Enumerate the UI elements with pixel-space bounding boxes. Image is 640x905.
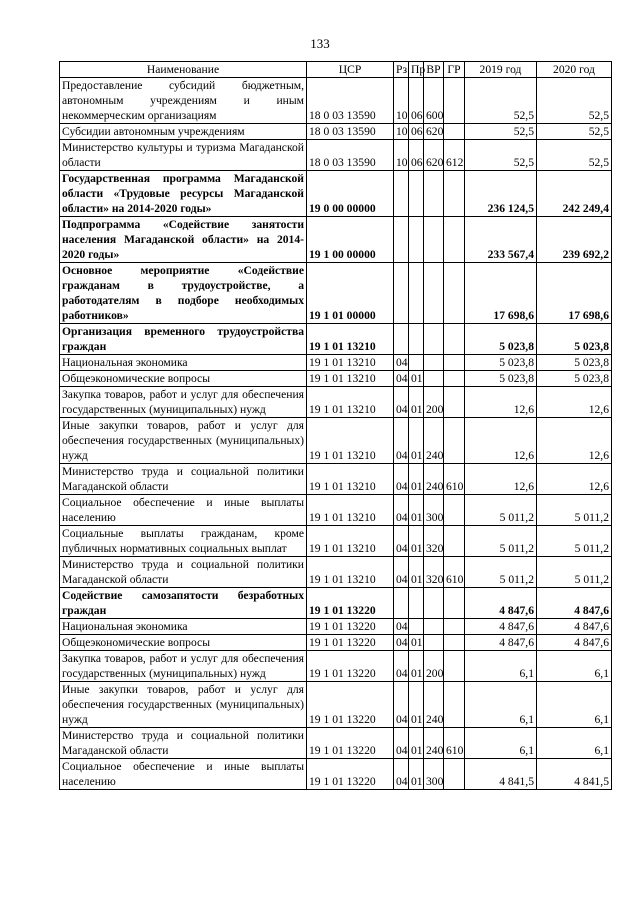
cell-y2019: 233 567,4 bbox=[465, 217, 537, 263]
cell-csr: 19 1 01 13220 bbox=[307, 635, 394, 651]
cell-y2019: 12,6 bbox=[465, 418, 537, 464]
cell-csr: 19 1 01 13210 bbox=[307, 495, 394, 526]
cell-gr bbox=[444, 651, 465, 682]
cell-gr bbox=[444, 355, 465, 371]
cell-y2020: 6,1 bbox=[537, 682, 612, 728]
cell-name: Национальная экономика bbox=[60, 619, 307, 635]
cell-gr bbox=[444, 418, 465, 464]
cell-csr: 19 1 01 13210 bbox=[307, 371, 394, 387]
cell-gr bbox=[444, 217, 465, 263]
cell-vr bbox=[424, 171, 444, 217]
cell-vr bbox=[424, 217, 444, 263]
cell-vr: 240 bbox=[424, 464, 444, 495]
table-row bbox=[60, 140, 612, 171]
cell-name: Иные закупки товаров, работ и услуг для обеспечения государственных (муниципальных) нужд bbox=[60, 418, 307, 464]
cell-y2020: 6,1 bbox=[537, 728, 612, 759]
cell-vr: 200 bbox=[424, 387, 444, 418]
cell-y2019: 12,6 bbox=[465, 387, 537, 418]
cell-gr: 610 bbox=[444, 464, 465, 495]
table-row bbox=[60, 418, 612, 464]
cell-csr: 19 1 01 13210 bbox=[307, 387, 394, 418]
cell-csr: 19 1 01 13210 bbox=[307, 355, 394, 371]
cell-name: Социальное обеспечение и иные выплаты населению bbox=[60, 759, 307, 790]
table-body bbox=[60, 78, 612, 790]
header-2020: 2020 год bbox=[537, 62, 612, 78]
cell-vr: 320 bbox=[424, 526, 444, 557]
cell-y2020: 239 692,2 bbox=[537, 217, 612, 263]
table-row bbox=[60, 217, 612, 263]
table-row bbox=[60, 651, 612, 682]
cell-vr: 320 bbox=[424, 557, 444, 588]
table-header-row bbox=[60, 62, 612, 78]
cell-csr: 19 1 01 13210 bbox=[307, 324, 394, 355]
cell-rz: 04 bbox=[394, 355, 409, 371]
cell-pr: 01 bbox=[409, 759, 424, 790]
budget-table bbox=[59, 61, 612, 790]
cell-name: Национальная экономика bbox=[60, 355, 307, 371]
header-csr: ЦСР bbox=[307, 62, 394, 78]
cell-y2019: 5 023,8 bbox=[465, 324, 537, 355]
cell-csr: 19 1 01 13220 bbox=[307, 588, 394, 619]
cell-pr bbox=[409, 619, 424, 635]
cell-name: Социальные выплаты гражданам, кроме публичных нормативных социальных выплат bbox=[60, 526, 307, 557]
cell-csr: 18 0 03 13590 bbox=[307, 124, 394, 140]
cell-y2019: 6,1 bbox=[465, 728, 537, 759]
cell-gr bbox=[444, 371, 465, 387]
cell-pr: 01 bbox=[409, 728, 424, 759]
cell-y2020: 52,5 bbox=[537, 78, 612, 124]
cell-rz bbox=[394, 263, 409, 324]
cell-y2020: 5 023,8 bbox=[537, 355, 612, 371]
cell-y2020: 4 841,5 bbox=[537, 759, 612, 790]
cell-rz: 04 bbox=[394, 619, 409, 635]
cell-csr: 19 1 01 00000 bbox=[307, 263, 394, 324]
table-row bbox=[60, 635, 612, 651]
cell-rz bbox=[394, 171, 409, 217]
cell-csr: 19 1 01 13220 bbox=[307, 651, 394, 682]
cell-name: Закупка товаров, работ и услуг для обеспечения государственных (муниципальных) нужд bbox=[60, 387, 307, 418]
cell-csr: 19 1 01 13210 bbox=[307, 526, 394, 557]
cell-pr: 01 bbox=[409, 682, 424, 728]
cell-y2020: 242 249,4 bbox=[537, 171, 612, 217]
header-2019: 2019 год bbox=[465, 62, 537, 78]
cell-vr: 300 bbox=[424, 495, 444, 526]
cell-pr bbox=[409, 263, 424, 324]
cell-y2020: 4 847,6 bbox=[537, 588, 612, 619]
cell-y2019: 4 847,6 bbox=[465, 619, 537, 635]
cell-y2019: 4 847,6 bbox=[465, 588, 537, 619]
cell-y2019: 52,5 bbox=[465, 140, 537, 171]
cell-rz: 04 bbox=[394, 759, 409, 790]
cell-name: Общеэкономические вопросы bbox=[60, 635, 307, 651]
cell-csr: 19 1 01 13220 bbox=[307, 682, 394, 728]
cell-vr bbox=[424, 263, 444, 324]
cell-name: Основное мероприятие «Содействие гражданам в трудоустройстве, а работодателям в подборе необходимых работников» bbox=[60, 263, 307, 324]
table-row bbox=[60, 355, 612, 371]
cell-vr: 620 bbox=[424, 140, 444, 171]
cell-pr bbox=[409, 217, 424, 263]
cell-csr: 19 1 01 13220 bbox=[307, 759, 394, 790]
cell-vr bbox=[424, 635, 444, 651]
cell-pr: 06 bbox=[409, 78, 424, 124]
cell-pr bbox=[409, 588, 424, 619]
cell-gr bbox=[444, 495, 465, 526]
cell-name: Содействие самозапятости безработных граждан bbox=[60, 588, 307, 619]
table-row bbox=[60, 171, 612, 217]
cell-rz: 04 bbox=[394, 371, 409, 387]
table-row bbox=[60, 619, 612, 635]
cell-name: Государственная программа Магаданской области «Трудовые ресурсы Магаданской области» на 2014-2020 годы» bbox=[60, 171, 307, 217]
cell-y2019: 5 011,2 bbox=[465, 495, 537, 526]
cell-y2019: 4 847,6 bbox=[465, 635, 537, 651]
table-row bbox=[60, 526, 612, 557]
table-row bbox=[60, 557, 612, 588]
table-row bbox=[60, 682, 612, 728]
cell-y2020: 12,6 bbox=[537, 387, 612, 418]
cell-name: Закупка товаров, работ и услуг для обеспечения государственных (муниципальных) нужд bbox=[60, 651, 307, 682]
header-vr: ВР bbox=[424, 62, 444, 78]
cell-vr: 240 bbox=[424, 418, 444, 464]
cell-y2019: 5 023,8 bbox=[465, 355, 537, 371]
table-row bbox=[60, 759, 612, 790]
cell-y2020: 17 698,6 bbox=[537, 263, 612, 324]
cell-gr: 610 bbox=[444, 557, 465, 588]
cell-rz: 04 bbox=[394, 728, 409, 759]
cell-pr: 01 bbox=[409, 557, 424, 588]
table-row bbox=[60, 495, 612, 526]
cell-vr bbox=[424, 619, 444, 635]
cell-vr: 240 bbox=[424, 682, 444, 728]
cell-rz: 04 bbox=[394, 464, 409, 495]
cell-name: Предоставление субсидий бюджетным, автономным учреждениям и иным некоммерческим организациям bbox=[60, 78, 307, 124]
cell-csr: 18 0 03 13590 bbox=[307, 78, 394, 124]
cell-y2020: 5 011,2 bbox=[537, 557, 612, 588]
cell-y2020: 6,1 bbox=[537, 651, 612, 682]
cell-gr bbox=[444, 588, 465, 619]
table-row bbox=[60, 728, 612, 759]
cell-csr: 19 1 01 13210 bbox=[307, 464, 394, 495]
table-row bbox=[60, 464, 612, 495]
cell-pr: 01 bbox=[409, 464, 424, 495]
cell-name: Организация временного трудоустройства граждан bbox=[60, 324, 307, 355]
cell-y2019: 236 124,5 bbox=[465, 171, 537, 217]
cell-csr: 19 0 00 00000 bbox=[307, 171, 394, 217]
cell-vr: 620 bbox=[424, 124, 444, 140]
cell-pr: 01 bbox=[409, 418, 424, 464]
cell-rz: 04 bbox=[394, 387, 409, 418]
cell-y2020: 5 011,2 bbox=[537, 495, 612, 526]
cell-rz: 04 bbox=[394, 635, 409, 651]
cell-vr: 240 bbox=[424, 728, 444, 759]
cell-y2020: 5 023,8 bbox=[537, 324, 612, 355]
cell-gr bbox=[444, 619, 465, 635]
cell-y2020: 4 847,6 bbox=[537, 619, 612, 635]
cell-name: Общеэкономические вопросы bbox=[60, 371, 307, 387]
cell-csr: 18 0 03 13590 bbox=[307, 140, 394, 171]
cell-rz: 10 bbox=[394, 124, 409, 140]
cell-y2019: 52,5 bbox=[465, 78, 537, 124]
cell-name: Министерство культуры и туризма Магаданской области bbox=[60, 140, 307, 171]
cell-pr: 01 bbox=[409, 635, 424, 651]
table-row bbox=[60, 124, 612, 140]
cell-y2020: 12,6 bbox=[537, 464, 612, 495]
cell-gr bbox=[444, 78, 465, 124]
cell-y2019: 4 841,5 bbox=[465, 759, 537, 790]
cell-gr bbox=[444, 124, 465, 140]
cell-y2019: 5 011,2 bbox=[465, 526, 537, 557]
cell-name: Социальное обеспечение и иные выплаты населению bbox=[60, 495, 307, 526]
cell-y2019: 5 023,8 bbox=[465, 371, 537, 387]
cell-pr: 06 bbox=[409, 140, 424, 171]
cell-y2020: 52,5 bbox=[537, 124, 612, 140]
cell-pr: 01 bbox=[409, 651, 424, 682]
cell-name: Подпрограмма «Содействие занятости населения Магаданской области» на 2014-2020 годы» bbox=[60, 217, 307, 263]
cell-gr bbox=[444, 635, 465, 651]
table-row bbox=[60, 324, 612, 355]
cell-name: Министерство труда и социальной политики Магаданской области bbox=[60, 557, 307, 588]
cell-rz: 04 bbox=[394, 651, 409, 682]
cell-pr: 01 bbox=[409, 495, 424, 526]
cell-rz bbox=[394, 217, 409, 263]
cell-csr: 19 1 01 13220 bbox=[307, 728, 394, 759]
cell-vr bbox=[424, 355, 444, 371]
cell-gr bbox=[444, 682, 465, 728]
cell-rz: 04 bbox=[394, 526, 409, 557]
cell-rz: 04 bbox=[394, 495, 409, 526]
cell-rz: 04 bbox=[394, 418, 409, 464]
cell-y2019: 6,1 bbox=[465, 651, 537, 682]
cell-y2019: 52,5 bbox=[465, 124, 537, 140]
cell-vr bbox=[424, 324, 444, 355]
cell-gr bbox=[444, 387, 465, 418]
cell-csr: 19 1 01 13210 bbox=[307, 557, 394, 588]
cell-y2020: 52,5 bbox=[537, 140, 612, 171]
cell-vr bbox=[424, 588, 444, 619]
cell-rz: 04 bbox=[394, 557, 409, 588]
cell-gr bbox=[444, 171, 465, 217]
cell-y2019: 17 698,6 bbox=[465, 263, 537, 324]
cell-vr: 300 bbox=[424, 759, 444, 790]
cell-gr bbox=[444, 263, 465, 324]
header-rz: Рз bbox=[394, 62, 409, 78]
cell-rz bbox=[394, 588, 409, 619]
cell-name: Министерство труда и социальной политики Магаданской области bbox=[60, 464, 307, 495]
cell-pr: 01 bbox=[409, 526, 424, 557]
cell-pr bbox=[409, 171, 424, 217]
cell-csr: 19 1 01 13210 bbox=[307, 418, 394, 464]
cell-gr: 612 bbox=[444, 140, 465, 171]
cell-rz: 10 bbox=[394, 140, 409, 171]
table-row bbox=[60, 588, 612, 619]
cell-pr bbox=[409, 324, 424, 355]
page-number: 133 bbox=[310, 36, 330, 51]
table-row bbox=[60, 387, 612, 418]
cell-y2020: 4 847,6 bbox=[537, 635, 612, 651]
cell-gr bbox=[444, 526, 465, 557]
cell-pr: 01 bbox=[409, 371, 424, 387]
cell-y2020: 12,6 bbox=[537, 418, 612, 464]
header-pr: Пр bbox=[409, 62, 424, 78]
cell-y2019: 12,6 bbox=[465, 464, 537, 495]
cell-rz: 10 bbox=[394, 78, 409, 124]
cell-csr: 19 1 00 00000 bbox=[307, 217, 394, 263]
cell-name: Иные закупки товаров, работ и услуг для обеспечения государственных (муниципальных) нужд bbox=[60, 682, 307, 728]
cell-gr bbox=[444, 324, 465, 355]
cell-y2019: 5 011,2 bbox=[465, 557, 537, 588]
cell-name: Министерство труда и социальной политики Магаданской области bbox=[60, 728, 307, 759]
table-row bbox=[60, 263, 612, 324]
cell-gr bbox=[444, 759, 465, 790]
cell-y2020: 5 023,8 bbox=[537, 371, 612, 387]
cell-csr: 19 1 01 13220 bbox=[307, 619, 394, 635]
cell-rz bbox=[394, 324, 409, 355]
cell-vr: 600 bbox=[424, 78, 444, 124]
cell-rz: 04 bbox=[394, 682, 409, 728]
cell-pr: 01 bbox=[409, 387, 424, 418]
header-name: Наименование bbox=[60, 62, 307, 78]
cell-vr bbox=[424, 371, 444, 387]
cell-y2019: 6,1 bbox=[465, 682, 537, 728]
table-row bbox=[60, 78, 612, 124]
cell-y2020: 5 011,2 bbox=[537, 526, 612, 557]
header-gr: ГР bbox=[444, 62, 465, 78]
cell-pr bbox=[409, 355, 424, 371]
cell-name: Субсидии автономным учреждениям bbox=[60, 124, 307, 140]
cell-vr: 200 bbox=[424, 651, 444, 682]
cell-gr: 610 bbox=[444, 728, 465, 759]
table-row bbox=[60, 371, 612, 387]
cell-pr: 06 bbox=[409, 124, 424, 140]
